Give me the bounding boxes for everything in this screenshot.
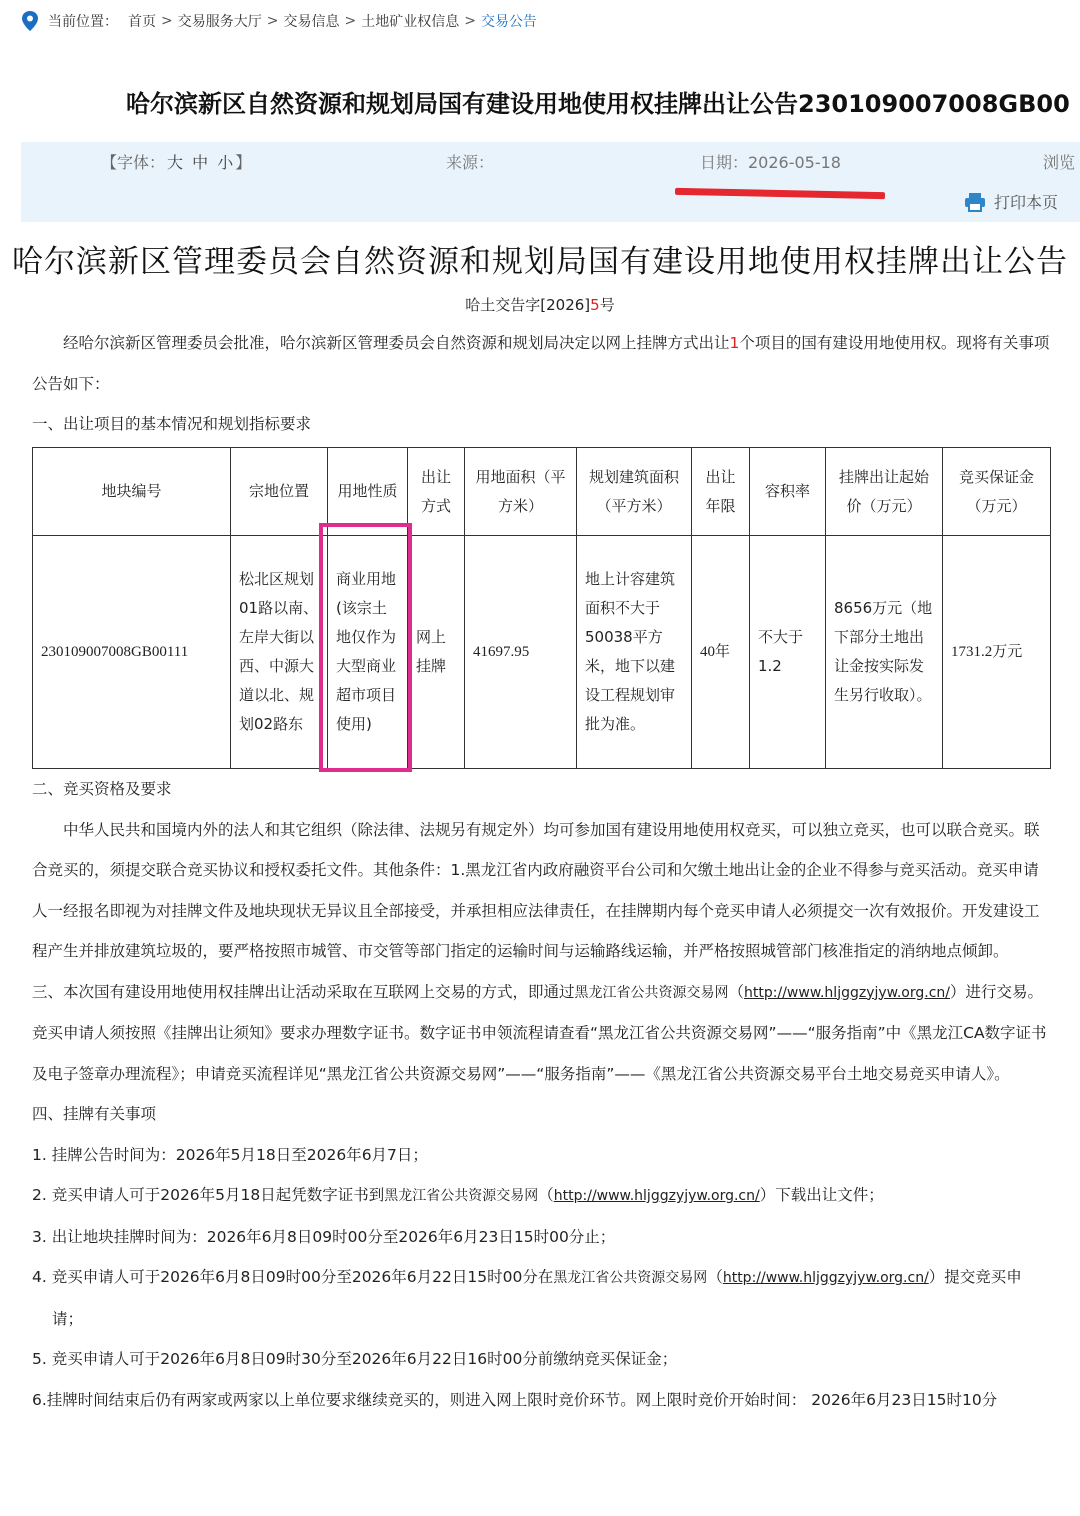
table-header: 地块编号 [33,448,231,536]
print-label: 打印本页 [994,193,1059,212]
document-body-continued [32,769,1050,1420]
page-title: 哈尔滨新区自然资源和规划局国有建设用地使用权挂牌出让公告230109007008GB00 [126,90,1070,118]
section-2-body: 中华人民共和国境内外的法人和其它组织（除法律、法规另有规定外）均可参加国有建设用地使用权竞买，可以独立竞买，也可以联合竞买。联合竞买的，须提交联合竞买协议和授权委托文件。其他条件：1.黑龙江省内政府融资平台公司和欠缴土地出让金的企业不得参与竞买活动。竞买申请人一经报名即视为对挂牌文件及地块现状无异议且全部接受，并承担相应法律责任，在挂牌期内每个竞买申请人必须提交一次有效报价。开发建设工程产生并排放建筑垃圾的，要严格按照市城管、市交管等部门指定的运输时间与运输路线运输，并严格按照城管部门核准指定的消纳地点倾卸。 [32,820,1040,960]
list-item: 2. 竞买申请人可于2026年5月18日起凭数字证书到黑龙江省公共资源交易网（http://www.hljggzyjyw.org.cn/）下载出让文件； [32,1186,884,1204]
document-number: 哈土交告字[2026]5号 [465,296,615,314]
table-row [33,536,1051,769]
breadcrumb-trading-hall[interactable]: 交易服务大厅 [177,14,262,30]
source-label: 来源： [446,153,495,172]
land-table [32,447,1051,769]
location-pin-icon [20,10,40,32]
list-item: 1. 挂牌公告时间为：2026年5月18日至2026年6月7日； [32,1145,428,1164]
table-header-row [33,448,1051,536]
table-header: 用地性质 [328,448,408,536]
table-header: 用地面积（平方米） [465,448,577,536]
list-item: 5. 竞买申请人可于2026年6月8日09时30分至2026年6月22日16时00分前缴纳竞买保证金； [32,1350,678,1368]
cell-building-area: 地上计容建筑面积不大于50038平方米，地下以建设工程规划审批为准。 [577,536,692,769]
breadcrumb-home[interactable]: 首页 [128,14,156,30]
breadcrumb: 当前位置： 首页 > 交易服务大厅 > 交易信息 > 土地矿业权信息 > 交易公告 [20,10,537,32]
font-size-label: 【字体： [101,153,166,172]
table-header: 规划建筑面积（平方米） [577,448,692,536]
site-link[interactable]: http://www.hljggzyjyw.org.cn/ [744,984,950,1001]
table-header: 宗地位置 [231,448,328,536]
printer-icon [964,192,986,212]
cell-start-price: 8656万元（地下部分土地出让金按实际发生另行收取）。 [826,536,943,769]
table-header: 竞买保证金（万元） [943,448,1051,536]
font-medium-button[interactable]: 中 [192,153,209,172]
cell-area: 41697.95 [465,536,577,769]
info-bar [21,142,1080,222]
font-small-button[interactable]: 小 [217,153,234,172]
breadcrumb-label: 当前位置： [48,14,118,30]
view-count: 浏览 [1043,153,1076,172]
section-1-heading: 一、出让项目的基本情况和规划指标要求 [32,415,312,433]
red-annotation-line [675,188,885,199]
breadcrumb-land-mineral[interactable]: 土地矿业权信息 [361,14,460,30]
intro-paragraph: 经哈尔滨新区管理委员会批准，哈尔滨新区管理委员会自然资源和规划局决定以网上挂牌方式出让1个项目的国有建设用地使用权。现将有关事项公告如下： [32,334,1050,393]
section-2-heading: 二、竞买资格及要求 [32,780,172,798]
cell-years: 40年 [692,536,750,769]
document-body [32,323,1050,445]
document-title: 哈尔滨新区管理委员会自然资源和规划局国有建设用地使用权挂牌出让公告 [12,244,1068,279]
font-size-control: 【字体： 大 中 小 】 [101,153,252,172]
print-button[interactable] [964,190,1058,213]
list-item: 3. 出让地块挂牌时间为：2026年6月8日09时00分至2026年6月23日15时00分止； [32,1227,616,1246]
list-item: 4. 竞买申请人可于2026年6月8日09时00分至2026年6月22日15时00分在黑龙江省公共资源交易网（http://www.hljggzyjyw.org.cn/）提交竞买申请； [32,1268,1022,1328]
breadcrumb-trading-info[interactable]: 交易信息 [283,14,340,30]
cell-location: 松北区规划01路以南、左岸大街以西、中源大道以北、规划02路东 [231,536,328,769]
font-large-button[interactable]: 大 [167,153,184,172]
table-header: 出让方式 [408,448,465,536]
section-3-body: 三、本次国有建设用地使用权挂牌出让活动采取在互联网上交易的方式，即通过黑龙江省公共资源交易网（http://www.hljggzyjyw.org.cn/）进行交易。竞买申请人须按照《挂牌出让须知》要求办理数字证书。数字证书申领流程请查看“黑龙江省公共资源交易网”——“服务指南”中《黑龙江CA数字证书及电子签章办理流程》；申请竞买流程详见“黑龙江省公共资源交易网”——“服务指南”——《黑龙江省公共资源交易平台土地交易竞买申请人》。 [32,982,1047,1083]
cell-method: 网上挂牌 [408,536,465,769]
site-link[interactable]: http://www.hljggzyjyw.org.cn/ [722,1270,929,1286]
table-header: 出让年限 [692,448,750,536]
breadcrumb-announcement[interactable]: 交易公告 [480,14,537,30]
cell-parcel-id: 230109007008GB00111 [33,536,231,769]
cell-far: 不大于1.2 [750,536,826,769]
table-header: 挂牌出让起始价（万元） [826,448,943,536]
cell-deposit: 1731.2万元 [943,536,1051,769]
cell-land-use: 商业用地(该宗土地仅作为大型商业超市项目使用) [328,536,408,769]
publish-date: 日期：2026-05-18 [700,153,841,172]
list-item: 6.挂牌时间结束后仍有两家或两家以上单位要求继续竞买的，则进入网上限时竞价环节。网上限时竞价开始时间： 2026年6月23日15时10分 [32,1390,998,1409]
site-link[interactable]: http://www.hljggzyjyw.org.cn/ [553,1188,760,1204]
section-4-heading: 四、挂牌有关事项 [32,1105,157,1123]
table-header: 容积率 [750,448,826,536]
